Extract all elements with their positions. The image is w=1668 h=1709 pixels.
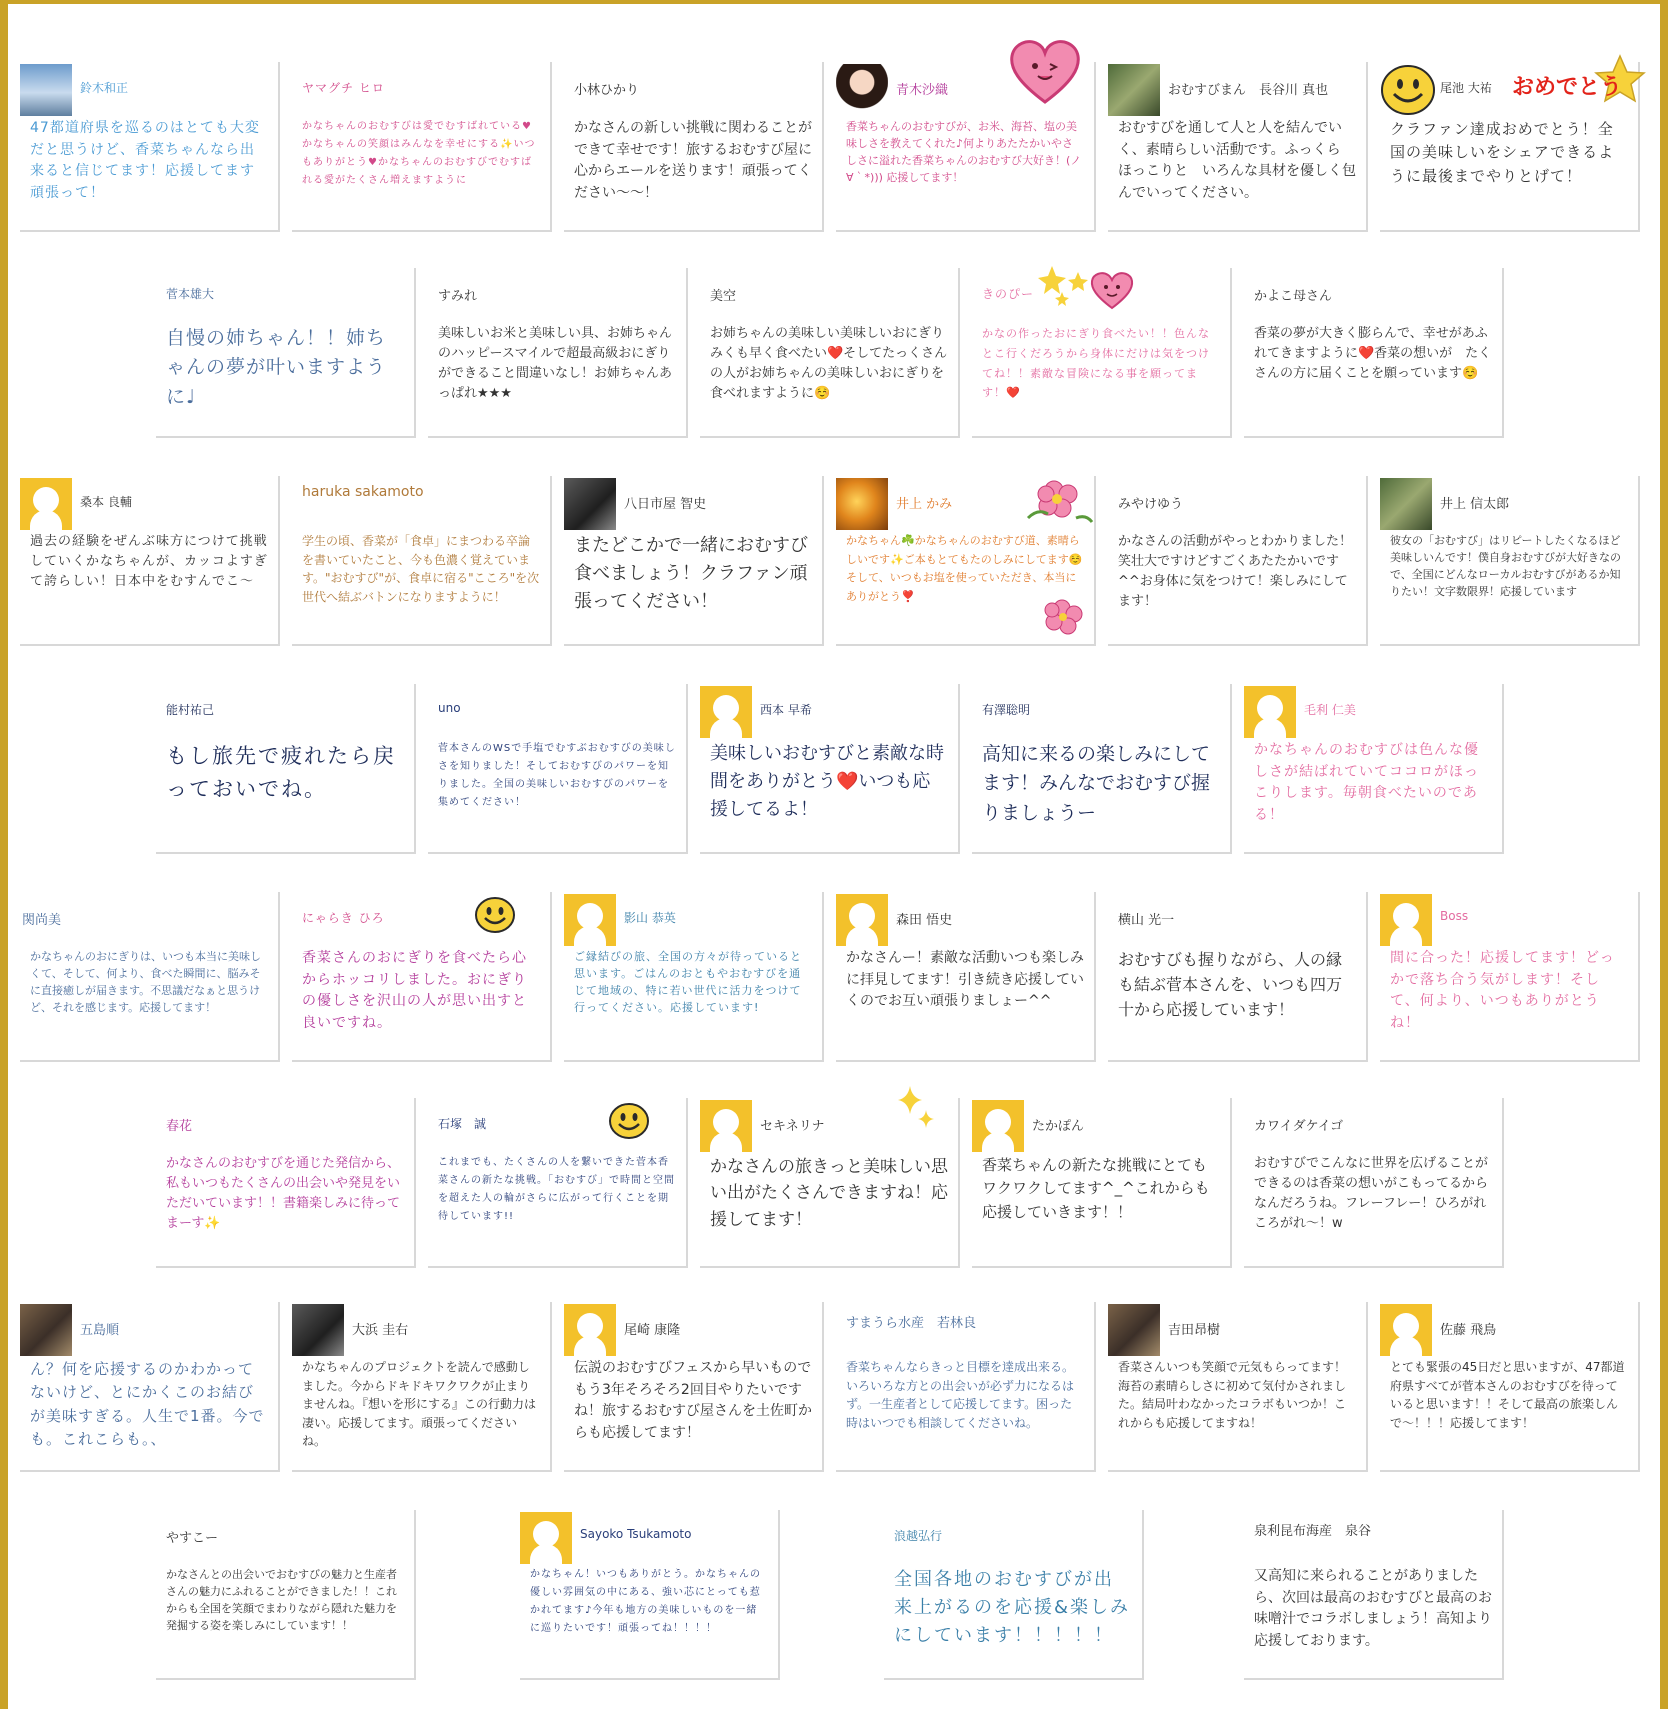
card-message: ん？何を応援するのかわかってないけど、とにかくこのお結びが美味すぎる。人生で1番。今でも。これこらも。、 bbox=[30, 1360, 265, 1448]
message-card bbox=[1380, 476, 1640, 646]
message-card bbox=[564, 62, 824, 232]
card-message: 伝説のおむすびフェスから早いものでもう3年そろそろ2回目やりたいですね！旅するおむすび屋さんを土佐町からも応援してます！ bbox=[574, 1360, 812, 1442]
message-card bbox=[700, 684, 960, 854]
avatar bbox=[520, 1512, 572, 1564]
card-message: 全国各地のおむすびが出来上がるのを応援&楽しみにしています！！！！！ bbox=[894, 1569, 1131, 1646]
card-message: おむすびを通して人と人を結んでいく、素晴らしい活動です。ふっくら ほっこりと いろんな具材を優しく包んでいってください。 bbox=[1118, 120, 1356, 202]
card-message: かなちゃんのおにぎりは、いつも本当に美味しくて、そして、何より、食べた瞬間に、脳みそに直接癒しが届きます。不思議だなぁと思うけど、それを感じます。応援してます！ bbox=[30, 950, 261, 1015]
avatar bbox=[1108, 64, 1160, 116]
smiley-face-icon bbox=[474, 896, 516, 934]
message-card bbox=[564, 476, 824, 646]
card-author: 能村祐己 bbox=[166, 703, 215, 717]
message-card bbox=[836, 1302, 1096, 1472]
smiley-face-icon bbox=[1380, 64, 1436, 116]
card-author: かよこ母さん bbox=[1254, 289, 1333, 304]
card-message: かなちゃんのおむすびは色んな優しさが結ばれていてココロがほっこりします。毎朝食べたいのである！ bbox=[1254, 742, 1479, 824]
card-author: Sayoko Tsukamoto bbox=[580, 1527, 692, 1541]
card-author: にゃらき ひろ bbox=[302, 911, 385, 925]
message-card bbox=[428, 1098, 688, 1268]
heart-face-sticker-icon bbox=[1090, 270, 1134, 310]
card-message: 間に合った！応援してます！どっかで落ち合う気がします！そして、何より、いつもありがとうね！ bbox=[1390, 950, 1615, 1032]
card-author: 尾崎 康隆 bbox=[624, 1323, 681, 1338]
card-author: ヤマグチ ヒロ bbox=[302, 81, 385, 95]
card-author: 毛利 仁美 bbox=[1304, 703, 1356, 717]
message-card bbox=[700, 1098, 960, 1268]
card-message: もし旅先で疲れたら戻っておいでね。 bbox=[166, 744, 396, 801]
card-message: 美味しいおむすびと素敵な時間をありがとう❤️いつも応援してるよ！ bbox=[710, 743, 944, 820]
card-author: haruka sakamoto bbox=[302, 484, 424, 500]
card-message: おむすびも握りながら、人の縁も結ぶ菅本さんを、いつも四万十から応援しています！ bbox=[1118, 950, 1343, 1019]
message-card bbox=[1380, 62, 1640, 232]
flower-sticker-icon bbox=[1024, 470, 1096, 530]
card-author: カワイダケイゴ bbox=[1254, 1119, 1344, 1134]
avatar bbox=[700, 686, 752, 738]
card-author: 春花 bbox=[166, 1119, 193, 1134]
card-message: 香菜の夢が大きく膨らんで、幸せがあふれてきますように❤️香菜の想いが たくさんの方に届くことを願っています☺️ bbox=[1254, 326, 1492, 382]
card-author: セキネリナ bbox=[760, 1119, 825, 1134]
card-message: 香菜ちゃんの新たな挑戦にとてもワクワクしてます^_^これからも応援していきます！！ bbox=[982, 1156, 1210, 1221]
avatar bbox=[20, 64, 72, 116]
message-card bbox=[836, 476, 1096, 646]
message-card bbox=[20, 476, 280, 646]
sparkle-icon bbox=[896, 1084, 938, 1136]
card-message: 学生の頃、香菜が「食卓」にまつわる卒論を書いていたこと、今も色濃く覚えています。"おむすび"が、食卓に宿る"こころ"を次世代へ結ぶバトンになりますように！ bbox=[302, 534, 540, 604]
avatar bbox=[1108, 1304, 1160, 1356]
card-author: 横山 光一 bbox=[1118, 913, 1175, 928]
card-author: やすこー bbox=[166, 1531, 219, 1546]
card-author: Boss bbox=[1440, 909, 1469, 923]
message-card bbox=[884, 1510, 1144, 1680]
avatar bbox=[564, 894, 616, 946]
card-author: 青木沙織 bbox=[896, 83, 949, 98]
card-message: かなちゃん☘️かなちゃんのおむすび道、素晴らしいです✨ご本もとてもたのしみにしてます☺️そして、いつもお塩を使っていただき、本当にありがとう❣️ bbox=[846, 534, 1083, 604]
message-card bbox=[156, 268, 416, 438]
card-message: 過去の経験をぜんぶ味方につけて挑戦していくかなちゃんが、カッコよすぎて誇らしい！日本中をむすんでこ〜 bbox=[30, 534, 268, 590]
message-card bbox=[20, 1302, 280, 1472]
card-author: 桑本 良輔 bbox=[80, 495, 132, 509]
card-author: 美空 bbox=[710, 289, 737, 304]
card-author: 小林ひかり bbox=[574, 83, 640, 98]
card-author: たかぽん bbox=[1032, 1119, 1085, 1134]
card-message: かなちゃん！いつもありがとう。かなちゃんの優しい雰囲気の中にある、強い芯にとっても惹かれてます♪今年も地方の美味しいものを一緒に巡りたいです！頑張ってね！！！！ bbox=[530, 1569, 761, 1634]
card-author: 有澤聡明 bbox=[982, 703, 1031, 717]
card-author: すまうら水産 若林良 bbox=[846, 1316, 977, 1331]
card-author: 井上 かみ bbox=[896, 497, 953, 512]
card-author: 菅本雄大 bbox=[166, 287, 215, 301]
card-message: とても緊張の45日だと思いますが、47都道府県すべてが菅本さんのおむすびを待っていると思います！！そして最高の旅楽しんで〜！！！応援してます！ bbox=[1390, 1360, 1625, 1430]
message-card bbox=[292, 892, 552, 1062]
card-message: 香菜さんのおにぎりを食べたら心からホッコリしました。おにぎりの優しさを沢山の人が思い出すと良いですね。 bbox=[302, 950, 527, 1032]
card-author: 関尚美 bbox=[22, 913, 62, 928]
message-card bbox=[20, 892, 280, 1062]
card-message: かなの作ったおにぎり食べたい！！色んなとこ行くだろうから身体にだけは気をつけてね！！素敵な冒険になる事を願ってます！❤️ bbox=[982, 327, 1210, 400]
message-card bbox=[836, 62, 1096, 232]
message-card bbox=[700, 268, 960, 438]
card-author: 泉利昆布海産 泉谷 bbox=[1254, 1524, 1372, 1539]
message-card bbox=[1108, 476, 1368, 646]
card-author: 五島順 bbox=[80, 1323, 120, 1338]
card-message: かなさんの新しい挑戦に関わることができて幸せです！旅するおむすび屋に心からエールを送ります！頑張ってください〜〜！ bbox=[574, 120, 812, 202]
card-message: またどこかで一緒におむすび食べましょう！クラファン頑張ってください！ bbox=[574, 535, 808, 612]
message-card bbox=[972, 684, 1232, 854]
sparkle-stars-icon bbox=[1038, 264, 1098, 308]
avatar bbox=[564, 478, 616, 530]
card-message: 菅本さんのWSで手塩でむすぶおむすびの美味しさを知りました！そしておむすびのパワーを知りました。全国の美味しいおむすびのパワーを集めてください！ bbox=[438, 743, 676, 808]
avatar bbox=[700, 1100, 752, 1152]
card-author: おむすびまん 長谷川 真也 bbox=[1168, 83, 1329, 98]
card-author: みやけゆう bbox=[1118, 497, 1184, 512]
avatar bbox=[836, 64, 888, 116]
avatar bbox=[564, 1304, 616, 1356]
message-card bbox=[1244, 684, 1504, 854]
card-message: 自慢の姉ちゃん！！姉ちゃんの夢が叶いますように♩ bbox=[166, 327, 387, 408]
message-card bbox=[1380, 1302, 1640, 1472]
message-card bbox=[1380, 892, 1640, 1062]
card-message: かなさんの旅きっと美味しい思い出がたくさんできますね！応援してます！ bbox=[710, 1157, 948, 1230]
card-message: かなさんの活動がやっとわかりました！笑壮大ですけどすごくあたたかいです^^お身体に気をつけて！楽しみにしてます！ bbox=[1118, 534, 1353, 610]
card-message: 香菜さんいつも笑顔で元気もらってます！海苔の素晴らしさに初めて気付かされました。結局叶わなかったコラボもいつか！これからも応援してますね！ bbox=[1118, 1360, 1347, 1430]
card-message: ご縁結びの旅、全国の方々が待っていると思います。ごはんのおともやおむすびを通じて地域の、特に若い世代に活力をつけて行ってください。応援しています! bbox=[574, 950, 802, 1015]
card-message: かなさんのおむすびを通じた発信から、私もいつもたくさんの出会いや発見をいただいています！！書籍楽しみに待ってまーす✨ bbox=[166, 1156, 401, 1232]
card-author: 石塚 誠 bbox=[438, 1117, 487, 1131]
avatar bbox=[836, 478, 888, 530]
message-card bbox=[156, 1098, 416, 1268]
avatar bbox=[292, 1304, 344, 1356]
card-message: 彼女の「おむすび」はリピートしたくなるほど美味しいんです！僕自身おむすびが大好きなので、全国にどんなローカルおむすびがあるか知りたい！文字数限界！応援しています bbox=[1390, 534, 1621, 599]
card-message: おむすびでこんなに世界を広げることができるのは香菜の想いがこもってるからなんだろうね。フレーフレー！ひろがれころがれ〜！w bbox=[1254, 1156, 1489, 1232]
card-message: 47都道府県を巡るのはとても大変だと思うけど、香菜ちゃんなら出来ると信じてます！応援してます頑張って！ bbox=[30, 120, 260, 202]
card-message: かなさんとの出会いでおむすびの魅力と生産者さんの魅力にふれることができました！！これからも全国を笑顔でまわりながら隠れた魅力を発掘する姿を楽しみにしています！！ bbox=[166, 1568, 397, 1633]
avatar bbox=[20, 478, 72, 530]
avatar bbox=[836, 894, 888, 946]
message-card bbox=[292, 62, 552, 232]
card-author: 浪越弘行 bbox=[894, 1529, 943, 1543]
message-card bbox=[292, 1302, 552, 1472]
avatar bbox=[1380, 894, 1432, 946]
smiley-face-icon bbox=[608, 1102, 650, 1140]
card-message: これまでも、たくさんの人を繋いできた菅本香菜さんの新たな挑戦。「おむすび」で時間と空間を超えた人の輪がさらに広がって行くことを期待しています!! bbox=[438, 1157, 675, 1222]
card-message: 美味しいお米と美味しい具、お姉ちゃんのハッピースマイルで超最高級おにぎりができること間違いなし！お姉ちゃんあっぱれ★★★ bbox=[438, 326, 673, 402]
card-message: 高知に来るの楽しみにしてます！みんなでおむすび握りましょうー bbox=[982, 743, 1211, 824]
message-card bbox=[292, 476, 552, 646]
message-card bbox=[428, 268, 688, 438]
card-author: 八日市屋 智史 bbox=[624, 497, 707, 512]
message-card bbox=[1244, 1510, 1504, 1680]
omedetou-star-sticker bbox=[1510, 54, 1648, 110]
card-author: すみれ bbox=[438, 289, 478, 304]
avatar bbox=[972, 1100, 1024, 1152]
card-author: 佐藤 飛鳥 bbox=[1440, 1323, 1497, 1338]
avatar bbox=[1380, 1304, 1432, 1356]
card-author: 鈴木和正 bbox=[80, 81, 129, 95]
omedetou-text: おめでとう bbox=[1512, 75, 1623, 100]
card-message: 香菜ちゃんのおむすびが、お米、海苔、塩の美味しさを教えてくれた♪何よりあたたかいやさしさに溢れた香菜ちゃんのおむすび大好き！(ノ∀｀*))) 応援してます！ bbox=[846, 120, 1082, 185]
avatar bbox=[20, 1304, 72, 1356]
card-message: クラファン達成おめでとう！全国の美味しいをシェアできるように最後までやりとげて！ bbox=[1390, 120, 1615, 185]
card-author: 大浜 圭右 bbox=[352, 1323, 409, 1338]
card-message: 香菜ちゃんならきっと目標を達成出来る。いろいろな方との出会いが必ず力になるはず。一生産者として応援してます。困った時はいつでも相談してくださいね。 bbox=[846, 1360, 1075, 1430]
message-card bbox=[836, 892, 1096, 1062]
card-message: お姉ちゃんの美味しい美味しいおにぎりみくも早く食べたい❤️そしてたっくさんの人がお姉ちゃんの美味しいおにぎりを食べれますように☺️ bbox=[710, 326, 948, 402]
message-card bbox=[1108, 1302, 1368, 1472]
message-card bbox=[1244, 268, 1504, 438]
card-author: 尾池 大祐 bbox=[1440, 81, 1492, 95]
message-card bbox=[428, 684, 688, 854]
avatar bbox=[1244, 686, 1296, 738]
message-card bbox=[156, 684, 416, 854]
card-author: 森田 悟史 bbox=[896, 913, 953, 928]
message-card bbox=[1244, 1098, 1504, 1268]
message-card bbox=[1108, 62, 1368, 232]
heart-sticker-icon bbox=[1008, 36, 1082, 106]
message-card bbox=[520, 1510, 780, 1680]
card-message: かなちゃんのおむすびは愛でむすばれている♥かなちゃんの笑顔はみんなを幸せにする✨いつもありがとう♥かなちゃんのおむすびでむすばれる愛がたくさん増えますように bbox=[302, 121, 536, 186]
message-card bbox=[1108, 892, 1368, 1062]
card-author: 影山 恭英 bbox=[624, 911, 676, 925]
card-message: かなちゃんのプロジェクトを読んで感動しました。今からドキドキワクワクが止まりませんね。『想いを形にする』この行動力は凄い。応援してます。頑張ってくださいね。 bbox=[302, 1360, 537, 1449]
card-author: 吉田昂樹 bbox=[1168, 1323, 1221, 1338]
card-author: uno bbox=[438, 701, 461, 715]
message-card bbox=[972, 1098, 1232, 1268]
card-author: 井上 信太郎 bbox=[1440, 497, 1510, 512]
message-card bbox=[564, 1302, 824, 1472]
avatar bbox=[1380, 478, 1432, 530]
card-message: かなさんー！素敵な活動いつも楽しみに拝見してます！引き続き応援していくのでお互い頑張りましょー^^ bbox=[846, 950, 1084, 1010]
card-author: きのぴー bbox=[982, 287, 1035, 301]
message-card bbox=[564, 892, 824, 1062]
message-card bbox=[972, 268, 1232, 438]
message-card bbox=[20, 62, 280, 232]
card-author: 西本 早希 bbox=[760, 703, 812, 717]
card-message: 又高知に来られることがありましたら、次回は最高のおむすびと最高のお味噌汁でコラボしましょう！高知より応援しております。 bbox=[1254, 1568, 1492, 1650]
message-card bbox=[156, 1510, 416, 1680]
